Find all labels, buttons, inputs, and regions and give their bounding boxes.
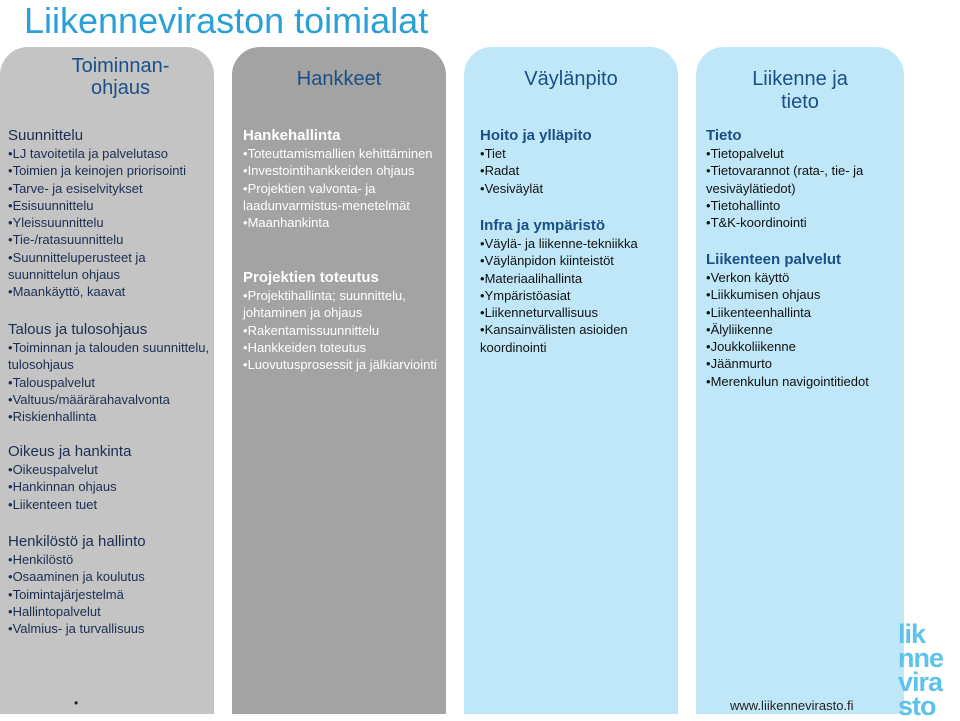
header-line: Liikenne ja	[752, 68, 848, 90]
list-item: •Esisuunnittelu	[8, 197, 94, 213]
footer-bullet: •	[74, 696, 79, 710]
header-line: Väylänpito	[524, 68, 618, 90]
list-item: •Ympäristöasiat	[480, 287, 571, 303]
column-header-vaylanpito	[464, 68, 678, 90]
section-title: Hankehallinta	[243, 127, 341, 144]
list-item: •T&K-koordinointi	[706, 215, 807, 231]
list-item: •Liikenteenhallinta	[706, 304, 812, 320]
section-suunnittelu	[8, 126, 214, 301]
list-item: •Verkon käyttö	[706, 270, 790, 285]
list-item: •Tietovarannot (rata-, tie- ja vesiväylätiedot)	[706, 163, 864, 196]
list-item: •Hankinnan ohjaus	[8, 479, 117, 495]
section-liikenteen-palvelut	[706, 250, 902, 390]
section-title: Projektien toteutus	[243, 269, 379, 286]
list-item: •Talouspalvelut	[8, 374, 95, 390]
list-item: •Yleissuunnittelu	[8, 215, 104, 231]
section-talous	[8, 320, 214, 425]
header-line: Toiminnan-	[71, 55, 170, 77]
list-item: •Älyliikenne	[706, 321, 773, 337]
list-item: •LJ tavoitetila ja palvelutaso	[8, 146, 168, 161]
list-item: •Kansainvälisten asioiden koordinointi	[480, 322, 628, 355]
list-item: •Projektihallinta; suunnittelu, johtaminen ja ohjaus	[243, 288, 406, 321]
list-item: •Projektien valvonta- ja laadunvarmistus-menetelmät	[243, 180, 410, 213]
section-title: Henkilöstö ja hallinto	[8, 533, 146, 550]
footer-url: www.liikennevirasto.fi	[730, 698, 854, 713]
list-item: •Hankkeiden toteutus	[243, 339, 367, 355]
list-item: •Radat	[480, 163, 520, 179]
list-item: •Väylänpidon kiinteistöt	[480, 253, 614, 269]
section-oikeus	[8, 442, 214, 513]
list-item: •Merenkulun navigointitiedot	[706, 373, 869, 389]
section-hankehallinta	[243, 126, 443, 231]
list-item: •Toiminnan ja talouden suunnittelu, tulosohjaus	[8, 340, 210, 373]
list-item: •Riskienhallinta	[8, 409, 97, 425]
list-item: •Tiet	[480, 146, 506, 161]
list-item: •Tietohallinto	[706, 197, 781, 213]
section-infra-ja-ymparisto	[480, 216, 670, 356]
section-projektien-toteutus	[243, 268, 443, 373]
section-title: Infra ja ympäristö	[480, 217, 606, 234]
column-header-hankkeet	[232, 68, 446, 90]
section-henkilosto	[8, 532, 214, 637]
list-item: •Liikenteen tuet	[8, 496, 98, 512]
list-item: •Väylä- ja liikenne-tekniikka	[480, 236, 638, 251]
section-title: Liikenteen palvelut	[706, 251, 842, 268]
list-item: •Henkilöstö	[8, 552, 74, 567]
list-item: •Luovutusprosessit ja jälkiarviointi	[243, 357, 437, 373]
column-header-liikenne-ja-tieto	[696, 68, 904, 114]
list-item: •Valmius- ja turvallisuus	[8, 621, 145, 637]
list-item: •Osaaminen ja koulutus	[8, 569, 145, 585]
section-title: Tieto	[706, 127, 742, 144]
page-title: Liikenneviraston toimialat	[24, 0, 429, 41]
list-item: •Maanhankinta	[243, 215, 330, 231]
section-title: Talous ja tulosohjaus	[8, 321, 148, 338]
header-line: ohjaus	[91, 77, 150, 99]
list-item: •Liikkumisen ohjaus	[706, 287, 821, 303]
section-hoito-ja-yllapito	[480, 126, 670, 197]
list-item: •Rakentamissuunnittelu	[243, 322, 380, 338]
list-item: •Investointihankkeiden ohjaus	[243, 163, 415, 179]
list-item: •Liikenneturvallisuus	[480, 305, 599, 321]
list-item: •Toimintajärjestelmä	[8, 586, 124, 602]
list-item: •Tarve- ja esiselvitykset	[8, 180, 143, 196]
section-title: Hoito ja ylläpito	[480, 127, 592, 144]
list-item: •Suunnitteluperusteet ja suunnittelun ohjaus	[8, 249, 146, 283]
list-item: •Maankäyttö, kaavat	[8, 284, 126, 300]
list-item: •Toteuttamismallien kehittäminen	[243, 146, 433, 161]
section-title: Oikeus ja hankinta	[8, 443, 132, 460]
list-item: •Materiaalihallinta	[480, 270, 583, 286]
list-item: •Jäänmurto	[706, 356, 772, 372]
column-header-toiminnanohjaus	[28, 55, 213, 99]
section-tieto	[706, 126, 902, 231]
list-item: •Valtuus/määrärahavalvonta	[8, 391, 170, 407]
header-line: tieto	[781, 91, 819, 113]
header-line: Hankkeet	[296, 68, 382, 90]
list-item: •Joukkoliikenne	[706, 339, 796, 355]
list-item: •Oikeuspalvelut	[8, 462, 98, 477]
list-item: •Toimien ja keinojen priorisointi	[8, 163, 186, 179]
list-item: •Hallintopalvelut	[8, 603, 101, 619]
list-item: •Vesiväylät	[480, 180, 544, 196]
section-title: Suunnittelu	[8, 127, 84, 144]
liikennevirasto-logo: lik nne vira sto	[898, 619, 944, 721]
list-item: •Tie-/ratasuunnittelu	[8, 232, 124, 248]
list-item: •Tietopalvelut	[706, 146, 784, 161]
